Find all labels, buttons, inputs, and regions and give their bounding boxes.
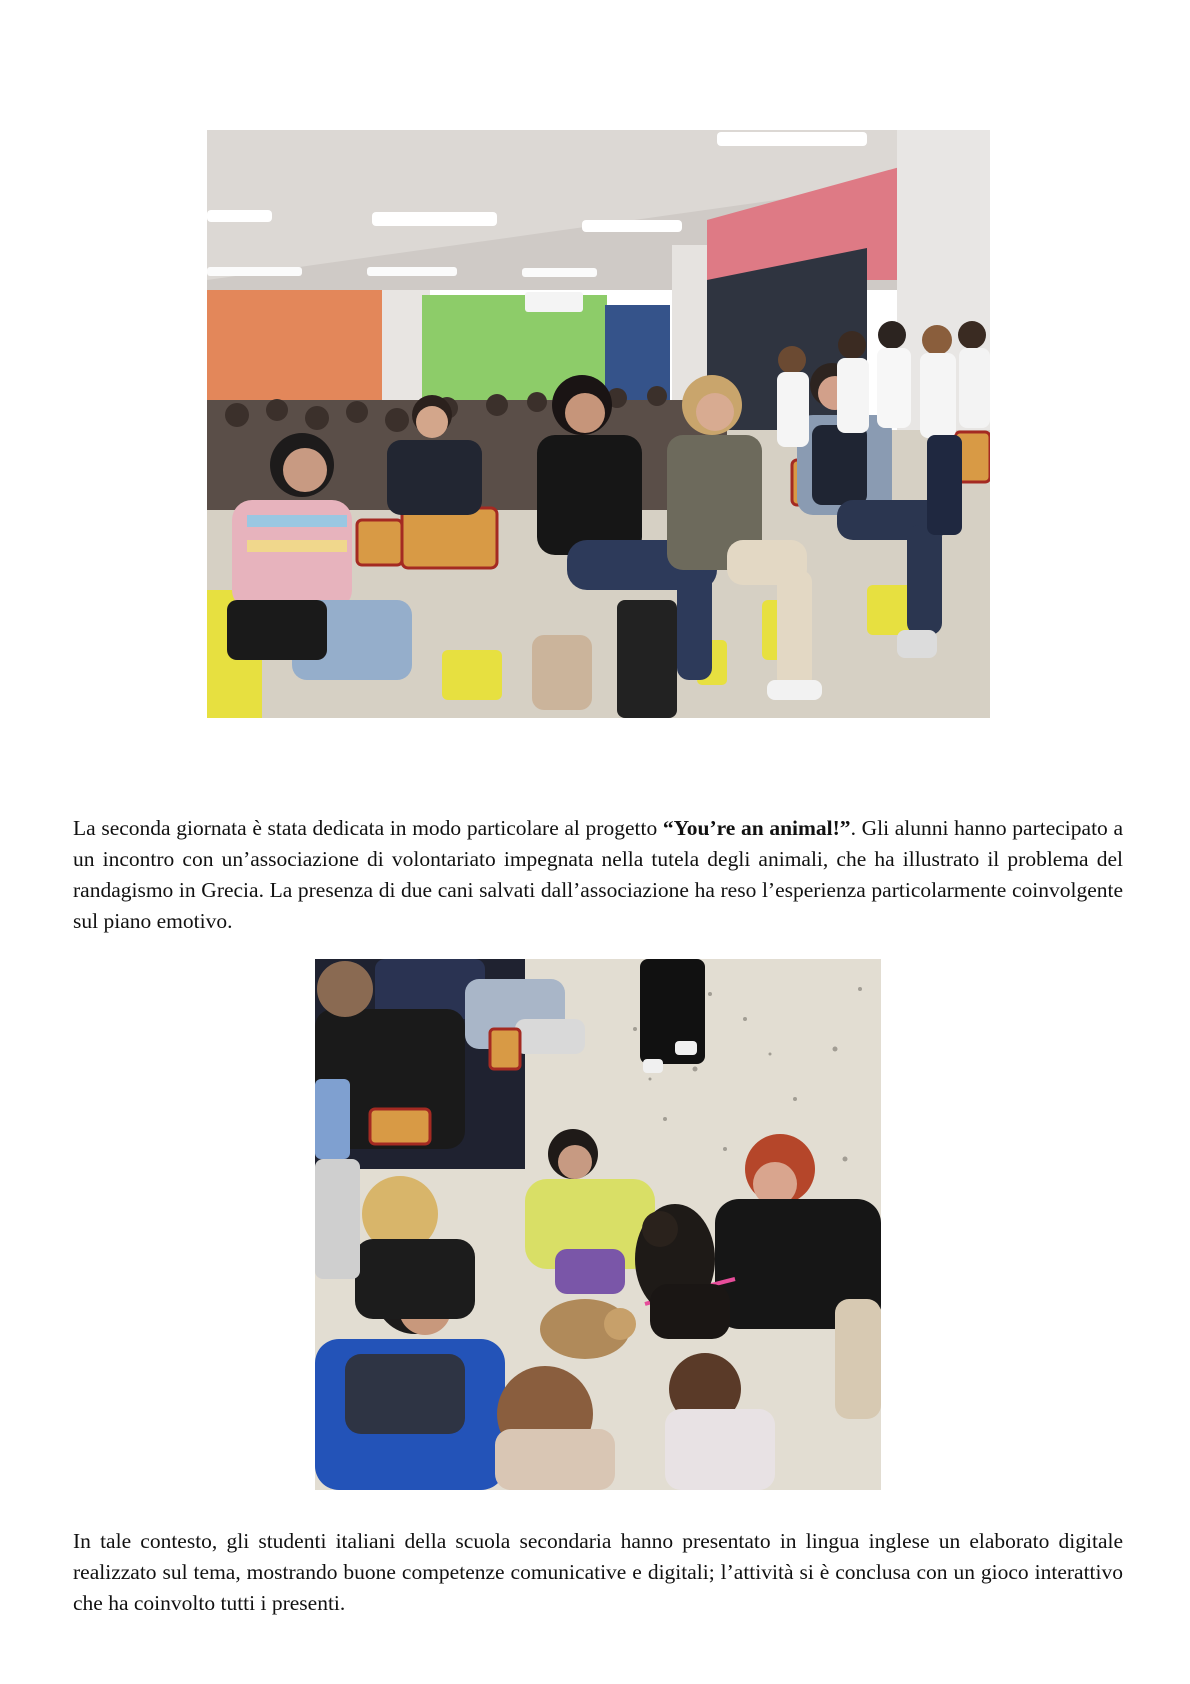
project-title: “You’re an animal!” xyxy=(662,816,851,840)
classroom-photo xyxy=(207,130,990,718)
dogs-photo xyxy=(315,959,881,1490)
paragraph-presentation: In tale contesto, gli studenti italiani della scuola secondaria hanno presentato in lingua inglese un elaborato digitale realizzato sul tema, mostrando buone competenze comunicative e digitali; l’attività si è conclusa con un gioco interattivo che ha coinvolto tutti i presenti. xyxy=(73,1529,1123,1615)
paragraph1-before: La seconda giornata è stata dedicata in modo particolare al progetto xyxy=(73,816,663,840)
paragraph-youre-an-animal xyxy=(73,813,1123,937)
paragraph1-after: . Gli alunni hanno partecipato a un incontro con un’associazione di volontariato impegnata nella tutela degli animali, che ha illustrato il problema del randagismo in Grecia. La presenza di due cani salvati dall’associazione ha reso l’esperienza particolarmente coinvolgente sul piano emotivo. xyxy=(73,816,1123,933)
